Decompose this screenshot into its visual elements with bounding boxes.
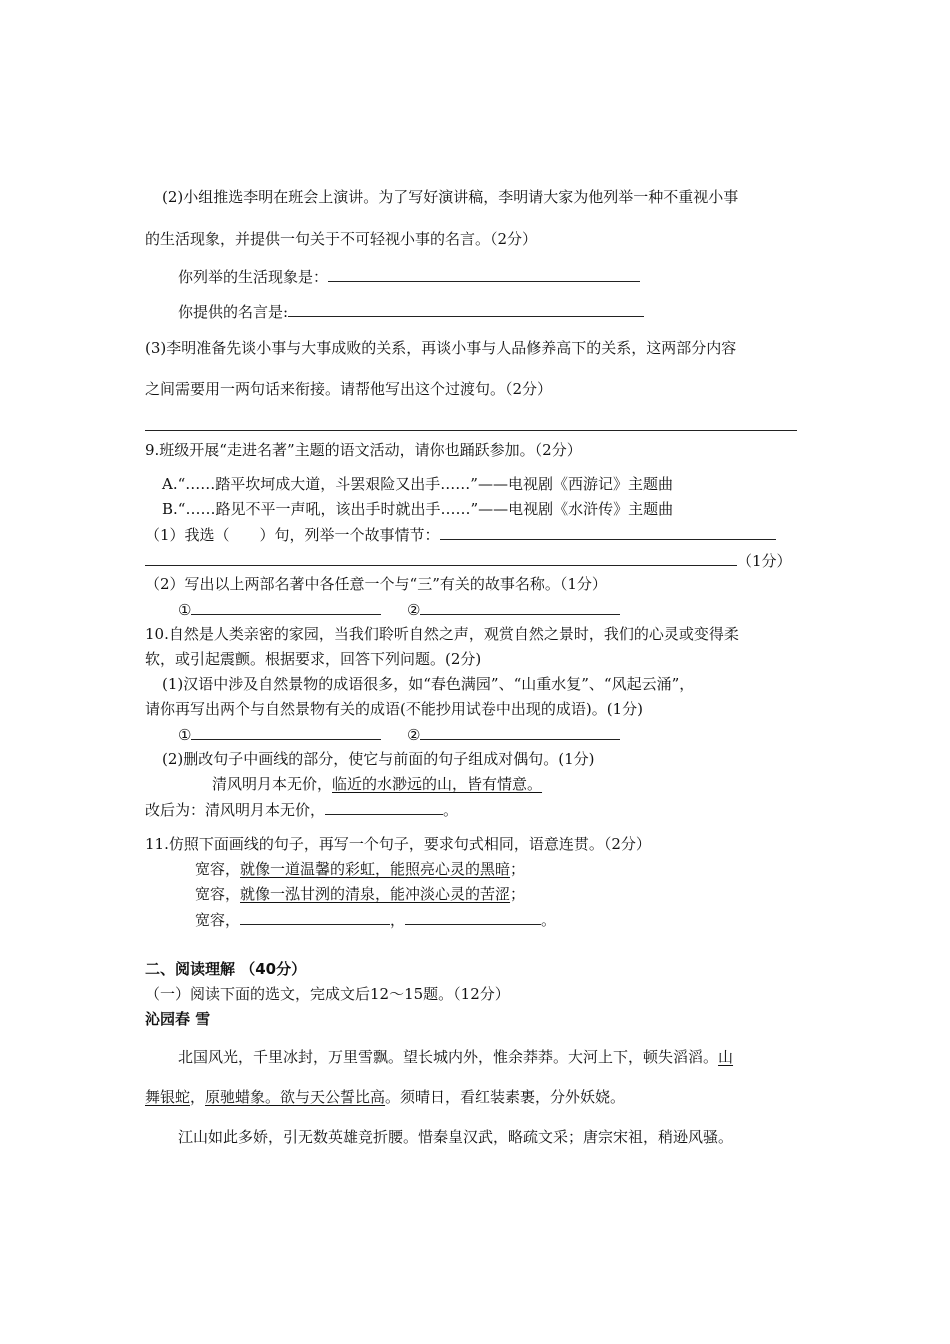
q11-comma: ， — [390, 911, 406, 929]
q11-prefix-3: 宽容， — [195, 911, 241, 929]
q10-answer-row — [178, 724, 620, 745]
q11-answer-row — [195, 909, 556, 930]
q11-example-2-end: ； — [510, 885, 526, 903]
q8-part3-line1: (3)李明准备先谈小事与大事成败的关系，再谈小事与人品修养高下的关系，这两部分内容 — [145, 339, 737, 357]
poem-line-1 — [178, 1047, 733, 1067]
q11-example-1 — [195, 859, 525, 879]
q10-sub1-line2: 请你再写出两个与自然景物有关的成语(不能抄用试卷中出现的成语)。(1分) — [145, 700, 643, 718]
q10-sentence-plain: 清风明月本无价， — [212, 775, 333, 793]
q9-sub1-score: （1分） — [737, 552, 792, 570]
q8-part2-line1: (2)小组推选李明在班会上演讲。为了写好演讲稿，李明请大家为他列举一种不重视小事 — [162, 188, 739, 206]
q9-story-answer-1[interactable] — [191, 599, 381, 615]
phenomenon-answer-field[interactable] — [328, 266, 640, 282]
q8-phenomenon-row — [178, 266, 640, 287]
q10-mark-2: ② — [407, 726, 421, 744]
q10-revised-label: 改后为：清风明月本无价， — [145, 801, 326, 819]
q9-option-a: A.“……踏平坎坷成大道，斗罢艰险又出手……”——电视剧《西游记》主题曲 — [162, 475, 673, 493]
q11-answer-part-1[interactable] — [240, 909, 390, 925]
q11-period: 。 — [541, 911, 557, 929]
phenomenon-label: 你列举的生活现象是： — [178, 268, 329, 286]
q9-plot-answer-field[interactable] — [440, 524, 776, 540]
q9-sub1-label: （1）我选（ ）句，列举一个故事情节： — [145, 526, 440, 544]
poem-line-1-plain: 北国风光，千里冰封，万里雪飘。望长城内外，惟余莽莽。大河上下，顿失滔滔。 — [178, 1048, 719, 1066]
q9-sub1-row — [145, 524, 776, 545]
section2-heading: 二、阅读理解 （40分） — [145, 960, 307, 978]
q11-answer-part-2[interactable] — [405, 909, 541, 925]
poem-line-2-sep: ， — [190, 1088, 206, 1106]
q11-example-1-end: ； — [510, 860, 526, 878]
q10-sub2: (2)删改句子中画线的部分，使它与前面的句子组成对偶句。(1分) — [162, 750, 595, 768]
q10-revised-end: 。 — [443, 801, 459, 819]
q11-title: 11.仿照下面画线的句子，再写一个句子，要求句式相同，语意连贯。（2分） — [145, 835, 651, 853]
q10-mark-1: ① — [178, 726, 192, 744]
q9-mark-2: ② — [407, 601, 421, 619]
q9-sub2: （2）写出以上两部名著中各任意一个与“三”有关的故事名称。（1分） — [145, 575, 607, 593]
q9-plot-answer-field-2[interactable] — [145, 550, 737, 566]
q9-sub1-continue-row — [145, 550, 792, 571]
q10-revised-answer-field[interactable] — [325, 799, 443, 815]
poem-line-2-underlined-a: 舞银蛇 — [145, 1088, 191, 1106]
q10-sub1-line1: (1)汉语中涉及自然景物的成语很多，如“春色满园”、“山重水复”、“风起云涌”， — [162, 675, 695, 693]
q10-sentence — [212, 774, 542, 794]
q10-revised-row — [145, 799, 458, 820]
section2-part1: （一）阅读下面的选文，完成文后12～15题。（12分） — [145, 985, 510, 1003]
q11-example-2-underlined: 就像一泓甘洌的清泉，能冲淡心灵的苦涩 — [240, 885, 511, 903]
q9-option-b: B.“……路见不平一声吼，该出手时就出手……”——电视剧《水浒传》主题曲 — [162, 500, 674, 518]
q10-idiom-answer-2[interactable] — [420, 724, 620, 740]
q8-part3-line2: 之间需要用一两句话来衔接。请帮他写出这个过渡句。（2分） — [145, 380, 553, 398]
q11-prefix-2: 宽容， — [195, 885, 241, 903]
poem-line-3: 江山如此多娇，引无数英雄竞折腰。惜秦皇汉武，略疏文采；唐宗宋祖，稍逊风骚。 — [178, 1128, 734, 1146]
q11-example-1-underlined: 就像一道温馨的彩虹，能照亮心灵的黑暗 — [240, 860, 511, 878]
quote-label: 你提供的名言是: — [178, 303, 289, 321]
q10-title-line2: 软，或引起震颤。根据要求，回答下列问题。(2分) — [145, 650, 482, 668]
q8-quote-row — [178, 301, 644, 322]
q9-mark-1: ① — [178, 601, 192, 619]
poem-line-2 — [145, 1087, 625, 1107]
q11-prefix-1: 宽容， — [195, 860, 241, 878]
q9-title: 9.班级开展“走进名著”主题的语文活动，请你也踊跃参加。（2分） — [145, 441, 582, 459]
quote-answer-field[interactable] — [288, 301, 644, 317]
q9-story-answer-2[interactable] — [420, 599, 620, 615]
transition-answer-field[interactable] — [145, 430, 797, 431]
q10-sentence-underlined: 临近的水渺远的山，皆有情意。 — [332, 775, 543, 793]
poem-line-2-underlined-b: 原驰蜡象。欲与天公誓比高 — [205, 1088, 386, 1106]
q11-example-2 — [195, 884, 525, 904]
poem-line-1-underlined: 山 — [718, 1048, 734, 1066]
q8-part2-line2: 的生活现象，并提供一句关于不可轻视小事的名言。（2分） — [145, 230, 538, 248]
poem-line-2-plain: 。须晴日，看红装素裹，分外妖娆。 — [385, 1088, 626, 1106]
q10-idiom-answer-1[interactable] — [191, 724, 381, 740]
q9-answer-row — [178, 599, 620, 620]
poem-title: 沁园春 雪 — [145, 1010, 211, 1028]
q10-title-line1: 10.自然是人类亲密的家园，当我们聆听自然之声，观赏自然之景时，我们的心灵或变得柔 — [145, 625, 739, 643]
